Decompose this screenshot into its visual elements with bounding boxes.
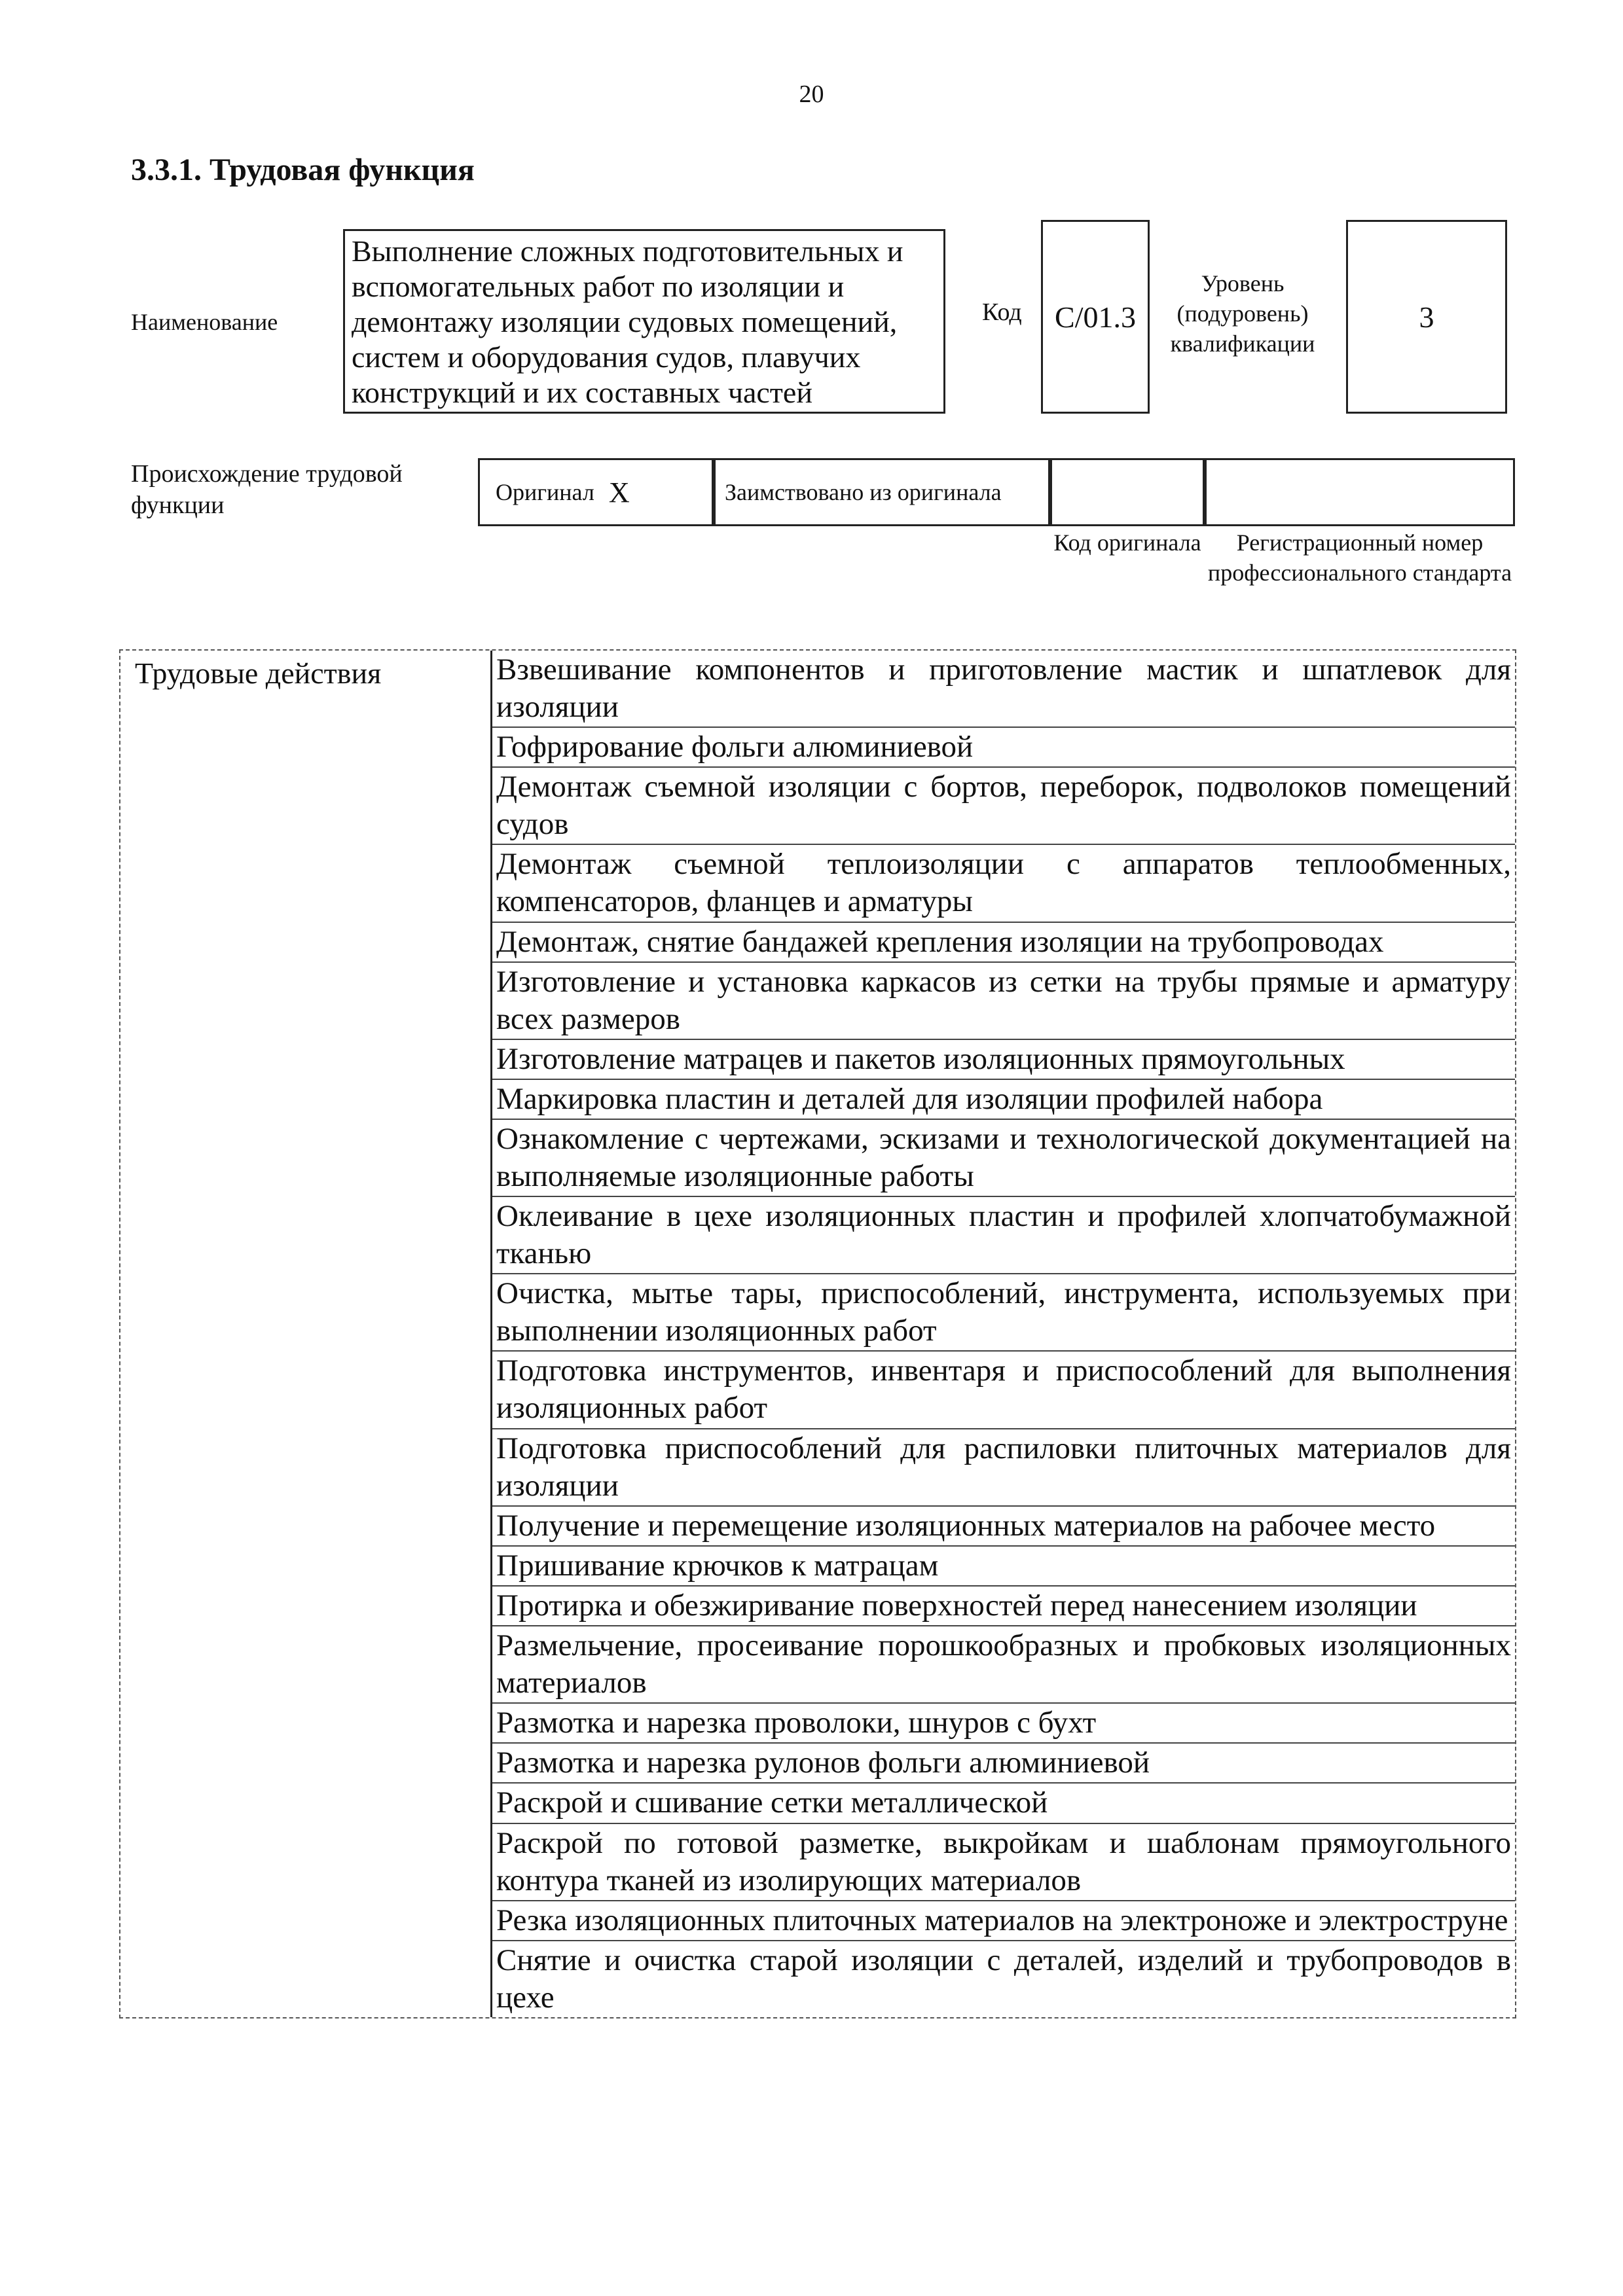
labor-action-item: Маркировка пластин и деталей для изоляции профилей набора	[492, 1080, 1515, 1120]
level-label: Уровень (подуровень) квалификации	[1170, 270, 1315, 357]
original-code-cell	[1050, 458, 1205, 526]
labor-action-item: Подготовка инструментов, инвентаря и приспособлений для выполнения изоляционных работ	[492, 1352, 1515, 1429]
labor-action-item: Размотка и нарезка рулонов фольги алюминиевой	[492, 1744, 1515, 1784]
code-label: Код	[982, 298, 1022, 326]
page-number: 20	[799, 81, 824, 108]
labor-action-item: Демонтаж съемной изоляции с бортов, переборок, подволоков помещений судов	[492, 768, 1515, 845]
labor-action-item: Очистка, мытье тары, приспособлений, инструмента, используемых при выполнении изоляционных работ	[492, 1274, 1515, 1352]
origin-label: Происхождение трудовой функции	[131, 460, 403, 519]
labor-action-item: Снятие и очистка старой изоляции с деталей, изделий и трубопроводов в цехе	[496, 1943, 1511, 2015]
original-label: Оригинал	[496, 479, 594, 505]
labor-action-item: Раскрой по готовой разметке, выкройкам и шаблонам прямоугольного контура тканей из изолирующих материалов	[492, 1824, 1515, 1901]
reg-number-cell	[1205, 458, 1515, 526]
labor-action-item: Изготовление и установка каркасов из сетки на трубы прямые и арматуру всех размеров	[492, 963, 1515, 1040]
labor-actions-label: Трудовые действия	[120, 651, 492, 2017]
labor-action-item: Изготовление матрацев и пакетов изоляционных прямоугольных	[492, 1040, 1515, 1080]
name-label: Наименование	[131, 309, 278, 335]
original-cell	[478, 458, 714, 526]
labor-actions-table	[119, 649, 1516, 2018]
labor-actions-list	[492, 651, 1515, 2017]
labor-action-item: Взвешивание компонентов и приготовление мастик и шпатлевок для изоляции	[492, 651, 1515, 728]
labor-action-item: Резка изоляционных плиточных материалов на электроноже и электроструне	[492, 1901, 1515, 1941]
borrowed-cell	[714, 458, 1050, 526]
labor-action-item: Ознакомление с чертежами, эскизами и технологической документацией на выполняемые изоляционные работы	[492, 1120, 1515, 1197]
labor-action-item: Размельчение, просеивание порошкообразных и пробковых изоляционных материалов	[492, 1626, 1515, 1704]
original-code-caption: Код оригинала	[1053, 529, 1201, 556]
borrowed-label: Заимствовано из оригинала	[725, 479, 1002, 505]
labor-action-item: Размотка и нарезка проволоки, шнуров с бухт	[492, 1704, 1515, 1744]
labor-action-item: Раскрой и сшивание сетки металлической	[492, 1784, 1515, 1823]
reg-number-caption: Регистрационный номер профессионального стандарта	[1207, 529, 1512, 586]
function-name: Выполнение сложных подготовительных и вспомогательных работ по изоляции и демонтажу изоляции судовых помещений, систем и оборудования судов, плавучих конструкций и их составных частей	[343, 229, 945, 414]
labor-action-item: Получение и перемещение изоляционных материалов на рабочее место	[492, 1507, 1515, 1547]
labor-action-item: Демонтаж съемной теплоизоляции с аппаратов теплообменных, компенсаторов, фланцев и арматуры	[492, 845, 1515, 922]
level-value: 3	[1346, 220, 1507, 414]
code-value: C/01.3	[1041, 220, 1150, 414]
labor-action-item: Протирка и обезжиривание поверхностей перед нанесением изоляции	[492, 1587, 1515, 1626]
labor-action-item: Гофрирование фольги алюминиевой	[492, 728, 1515, 768]
labor-action-item: Оклеивание в цехе изоляционных пластин и профилей хлопчатобумажной тканью	[492, 1197, 1515, 1274]
original-mark: X	[608, 476, 630, 509]
labor-action-item: Демонтаж, снятие бандажей крепления изоляции на трубопроводах	[492, 923, 1515, 963]
labor-action-item: Подготовка приспособлений для распиловки плиточных материалов для изоляции	[492, 1429, 1515, 1507]
section-title: 3.3.1. Трудовая функция	[131, 152, 475, 187]
labor-action-item: Пришивание крючков к матрацам	[492, 1547, 1515, 1587]
